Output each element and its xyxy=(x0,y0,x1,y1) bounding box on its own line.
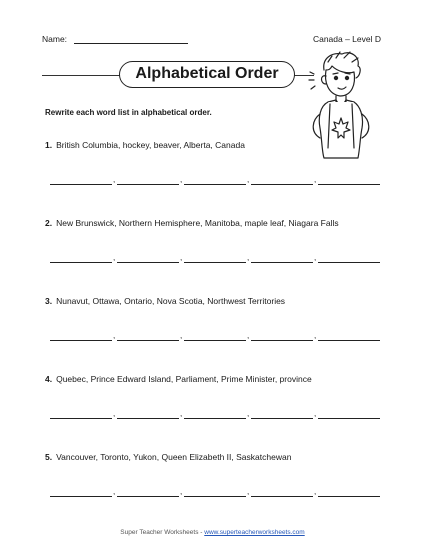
answer-blank[interactable] xyxy=(117,253,179,263)
answer-row-3 xyxy=(50,331,380,341)
comma: , xyxy=(180,175,183,184)
question-3 xyxy=(45,296,285,306)
comma: , xyxy=(247,253,250,262)
answer-blank[interactable] xyxy=(318,253,380,263)
answer-blank[interactable] xyxy=(251,331,313,341)
question-text: Vancouver, Toronto, Yukon, Queen Elizabeth II, Saskatchewan xyxy=(56,452,292,462)
worksheet-header xyxy=(42,34,381,48)
comma: , xyxy=(113,409,116,418)
answer-blank[interactable] xyxy=(184,487,246,497)
comma: , xyxy=(113,253,116,262)
answer-blank[interactable] xyxy=(251,175,313,185)
answer-blank[interactable] xyxy=(184,331,246,341)
answer-blank[interactable] xyxy=(318,331,380,341)
comma: , xyxy=(180,409,183,418)
question-number: 1. xyxy=(45,140,53,150)
instructions: Rewrite each word list in alphabetical order. xyxy=(45,108,212,117)
comma: , xyxy=(247,487,250,496)
question-text: Quebec, Prince Edward Island, Parliament, Prime Minister, province xyxy=(56,374,312,384)
answer-row-2 xyxy=(50,253,380,263)
question-5 xyxy=(45,452,291,462)
question-text: New Brunswick, Northern Hemisphere, Manitoba, maple leaf, Niagara Falls xyxy=(56,218,339,228)
footer-brand: Super Teacher Worksheets xyxy=(120,529,199,536)
comma: , xyxy=(113,331,116,340)
question-number: 2. xyxy=(45,218,53,228)
answer-blank[interactable] xyxy=(318,409,380,419)
answer-blank[interactable] xyxy=(117,409,179,419)
answer-blank[interactable] xyxy=(117,331,179,341)
answer-blank[interactable] xyxy=(184,409,246,419)
comma: , xyxy=(113,487,116,496)
question-text: Nunavut, Ottawa, Ontario, Nova Scotia, Northwest Territories xyxy=(56,296,286,306)
comma: , xyxy=(180,487,183,496)
comma: , xyxy=(113,175,116,184)
comma: , xyxy=(314,253,317,262)
footer-website-link[interactable]: www.superteacherworksheets.com xyxy=(204,529,305,536)
comma: , xyxy=(314,175,317,184)
answer-blank[interactable] xyxy=(117,487,179,497)
answer-blank[interactable] xyxy=(251,487,313,497)
question-text: British Columbia, hockey, beaver, Alberta, Canada xyxy=(56,140,245,150)
answer-blank[interactable] xyxy=(50,331,112,341)
level-label: Canada – Level D xyxy=(312,34,381,44)
question-2 xyxy=(45,218,339,228)
footer-separator: - xyxy=(200,529,203,536)
answer-blank[interactable] xyxy=(251,409,313,419)
answer-blank[interactable] xyxy=(318,487,380,497)
question-number: 5. xyxy=(45,452,53,462)
answer-blank[interactable] xyxy=(50,175,112,185)
comma: , xyxy=(314,409,317,418)
answer-row-4 xyxy=(50,409,380,419)
name-field[interactable] xyxy=(74,43,188,44)
comma: , xyxy=(180,331,183,340)
question-1 xyxy=(45,140,245,150)
answer-blank[interactable] xyxy=(117,175,179,185)
comma: , xyxy=(247,331,250,340)
comma: , xyxy=(314,487,317,496)
question-4 xyxy=(45,374,312,384)
question-number: 4. xyxy=(45,374,53,384)
name-label: Name: xyxy=(42,34,68,44)
answer-blank[interactable] xyxy=(50,409,112,419)
question-number: 3. xyxy=(45,296,53,306)
answer-blank[interactable] xyxy=(50,487,112,497)
answer-blank[interactable] xyxy=(184,175,246,185)
answer-row-5 xyxy=(50,487,380,497)
comma: , xyxy=(314,331,317,340)
answer-blank[interactable] xyxy=(50,253,112,263)
footer xyxy=(0,529,425,536)
answer-blank[interactable] xyxy=(318,175,380,185)
boy-mascot-illustration xyxy=(298,48,384,162)
comma: , xyxy=(247,175,250,184)
answer-blank[interactable] xyxy=(251,253,313,263)
answer-row-1 xyxy=(50,175,380,185)
comma: , xyxy=(247,409,250,418)
comma: , xyxy=(180,253,183,262)
answer-blank[interactable] xyxy=(184,253,246,263)
page-title: Alphabetical Order xyxy=(119,61,295,88)
